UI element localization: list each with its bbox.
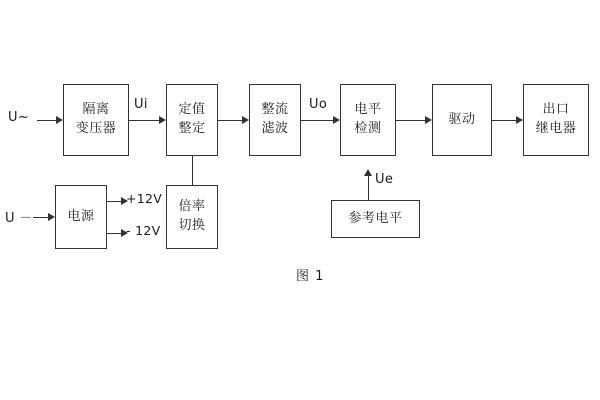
label-input-dc: U － [5,211,33,226]
block-line: 倍率 [178,199,206,215]
block-line: 检测 [354,121,382,136]
connector-line [107,201,121,202]
arrow-icon [425,116,432,124]
block-output-relay [523,84,589,156]
connector-line [396,120,425,121]
connector-line [492,120,516,121]
arrow-icon [333,116,340,124]
block-reference-level [331,200,420,238]
block-line: 电平 [354,102,382,118]
arrow-icon [516,116,523,124]
connector-line [192,156,193,185]
block-line: 继电器 [535,121,577,136]
block-line: 整流 [261,102,289,118]
connector-line [37,120,56,121]
block-multiplier-switch [166,185,218,249]
block-line: 定值 [178,102,206,118]
label-ue: Ue [375,172,394,187]
arrow-icon [364,169,372,176]
connector-line [368,176,369,200]
block-line: 电源 [67,208,95,224]
block-line: 整定 [178,121,206,136]
connector-line [129,120,159,121]
label-input-ac: U~ [8,110,30,125]
arrow-icon [242,116,249,124]
block-line: 驱动 [448,111,476,127]
arrow-icon [48,213,55,221]
block-setting-value [166,84,218,156]
label-plus-12v: +12V [126,191,163,206]
arrow-icon [56,116,63,124]
block-isolation-transformer [63,84,129,156]
connector-line [301,120,333,121]
block-line: 切换 [178,218,206,233]
connector-line [218,120,242,121]
connector-line [33,217,48,218]
arrow-icon [159,116,166,124]
block-line: 滤波 [261,121,289,136]
figure-caption: 图 1 [296,269,325,284]
block-level-detect [340,84,396,156]
label-ui: Ui [134,97,148,112]
label-uo: Uo [309,97,328,112]
block-drive [432,84,492,156]
block-line: 出口 [542,102,570,118]
block-power-supply [55,185,107,249]
connector-line [107,233,121,234]
label-minus-12v: - 12V [126,223,161,238]
block-rectify-filter [249,84,301,156]
block-line: 隔离 [82,102,110,118]
block-line: 参考电平 [348,210,403,226]
block-line: 变压器 [75,121,117,136]
